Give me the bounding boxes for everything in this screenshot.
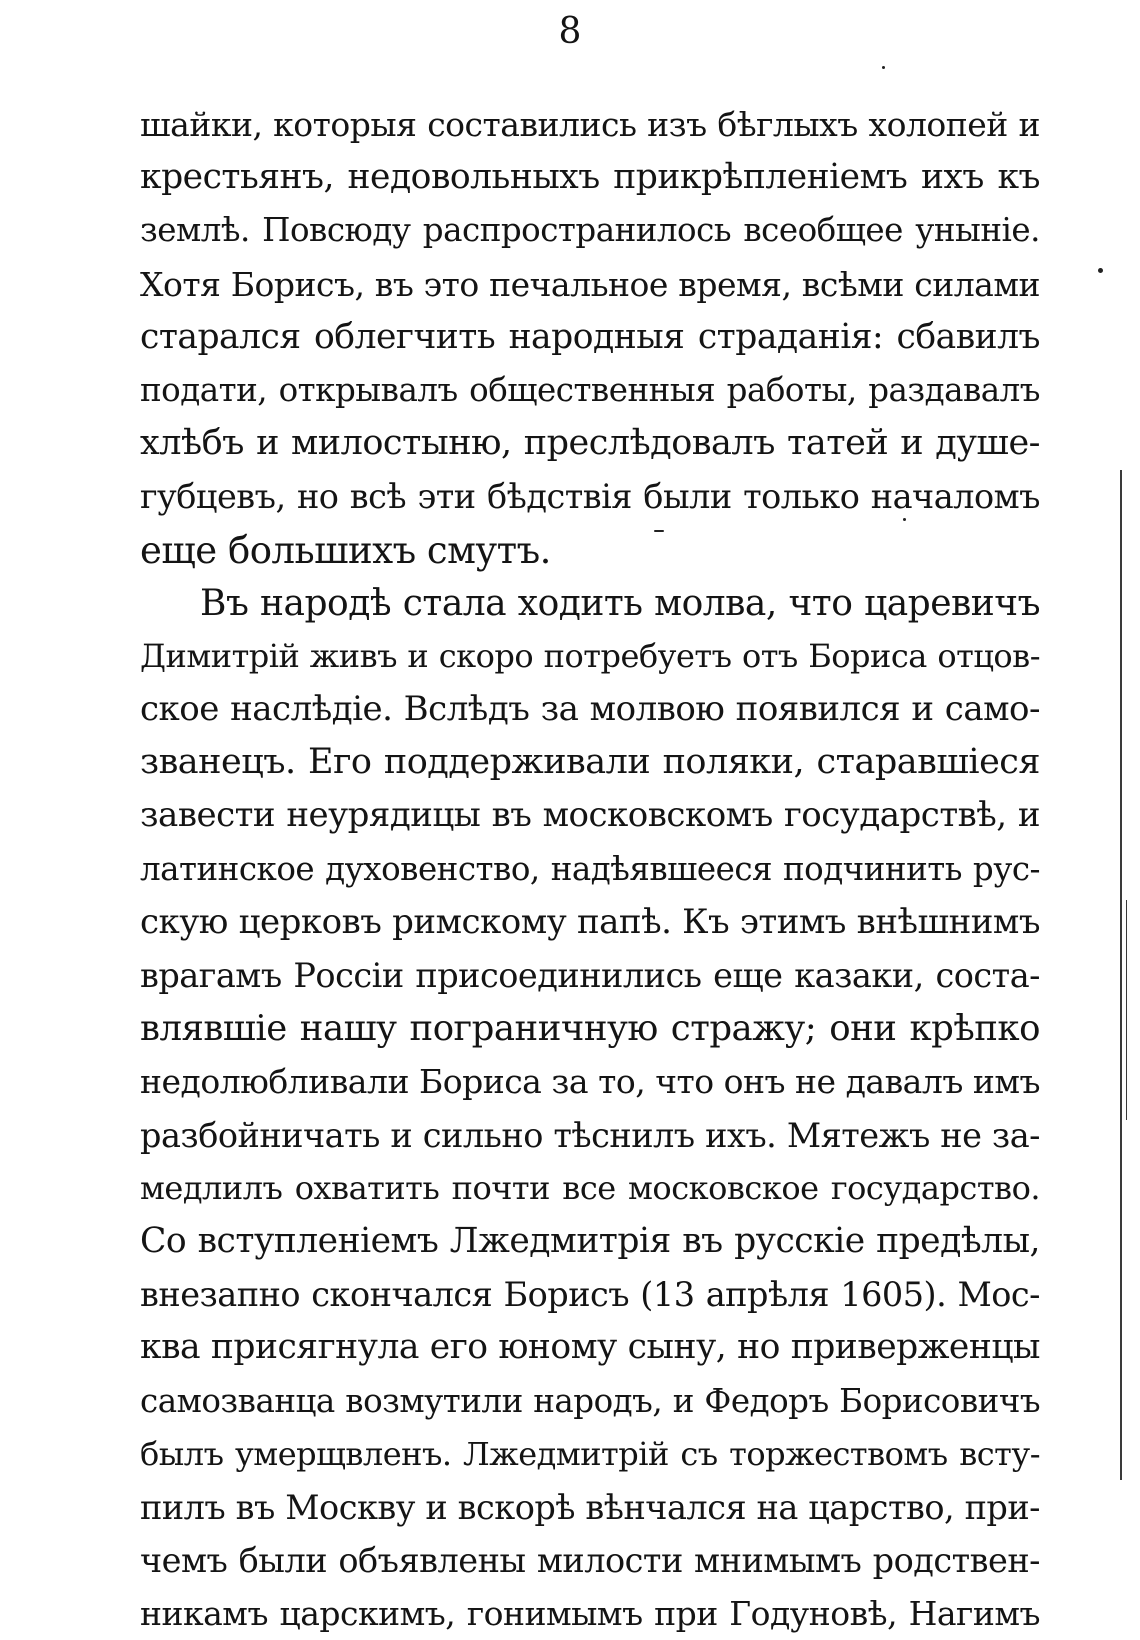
text-line: внезапно скончался Борисъ (13 апрѣля 1605). Мос-: [140, 1275, 1040, 1315]
text-line: землѣ. Повсюду распространилось всеобщее уныніе.: [140, 211, 1040, 250]
text-line: подати, открывалъ общественныя работы, раздавалъ: [140, 370, 1040, 409]
text-line: недолюбливали Бориса за то, что онъ не давалъ имъ: [140, 1062, 1040, 1102]
text-line: Хотя Борисъ, въ это печальное время, всѣми силами: [140, 264, 1040, 304]
text-line: Димитрій живъ и скоро потребуетъ отъ Бориса отцов-: [140, 636, 1040, 675]
scan-speck: [1098, 268, 1103, 273]
scan-speck: [882, 66, 885, 69]
page-number: 8: [558, 11, 582, 52]
paragraph-2: [140, 577, 1040, 1640]
text-line: губцевъ, но всѣ эти бѣдствія были только началомъ: [140, 477, 1040, 517]
text-line: завести неурядицы въ московскомъ государствѣ, и: [140, 795, 1040, 836]
text-line: крестьянъ, недовольныхъ прикрѣпленіемъ ихъ къ: [140, 157, 1040, 198]
text-line: шайки, которыя составились изъ бѣглыхъ холопей и: [140, 105, 1040, 144]
text-line: врагамъ Россіи присоединились еще казаки, соста-: [140, 956, 1040, 995]
text-line: хлѣбъ и милостыню, преслѣдовалъ татей и душе-: [140, 423, 1040, 464]
text-line: былъ умерщвленъ. Лжедмитрій съ торжествомъ всту-: [140, 1434, 1040, 1473]
scan-speck: [654, 530, 664, 532]
text-line: ква присягнула его юному сыну, но приверженцы: [140, 1327, 1040, 1368]
text-line: пилъ въ Москву и вскорѣ вѣнчался на царство, при-: [140, 1487, 1040, 1527]
text-line: разбойничать и сильно тѣснилъ ихъ. Мятежъ не за-: [140, 1115, 1040, 1155]
text-line: чемъ были объявлены милости мнимымъ родствен-: [140, 1541, 1040, 1581]
text-line: еще большихъ смутъ.: [140, 528, 551, 572]
text-line: самозванца возмутили народъ, и Федоръ Борисовичъ: [140, 1381, 1040, 1420]
text-line: влявшіе нашу пограничную стражу; они крѣпко: [140, 1008, 1040, 1050]
text-line: Со вступленіемъ Лжедмитрія въ русскіе предѣлы,: [140, 1220, 1040, 1261]
paragraph-1: [140, 98, 1040, 577]
text-line: скую церковъ римскому папѣ. Къ этимъ внѣшнимъ: [140, 901, 1040, 942]
text-line: ское наслѣдіе. Вслѣдъ за молвою появился и само-: [140, 689, 1040, 730]
text-line: старался облегчить народныя страданія: сбавилъ: [140, 316, 1040, 357]
scan-margin-rule: [1120, 470, 1122, 1480]
text-line: латинское духовенство, надѣявшееся подчинить рус-: [140, 849, 1040, 888]
text-line: Въ народѣ стала ходить молва, что царевичъ: [200, 582, 1040, 624]
scan-margin-rule: [1126, 900, 1127, 1120]
scan-speck: [903, 518, 906, 521]
text-line: званецъ. Его поддерживали поляки, старавшіеся: [140, 742, 1040, 783]
text-line: медлилъ охватить почти все московское государство.: [140, 1168, 1040, 1207]
body-text: [140, 98, 1040, 1640]
text-line: никамъ царскимъ, гонимымъ при Годуновѣ, Нагимъ: [140, 1594, 1040, 1634]
